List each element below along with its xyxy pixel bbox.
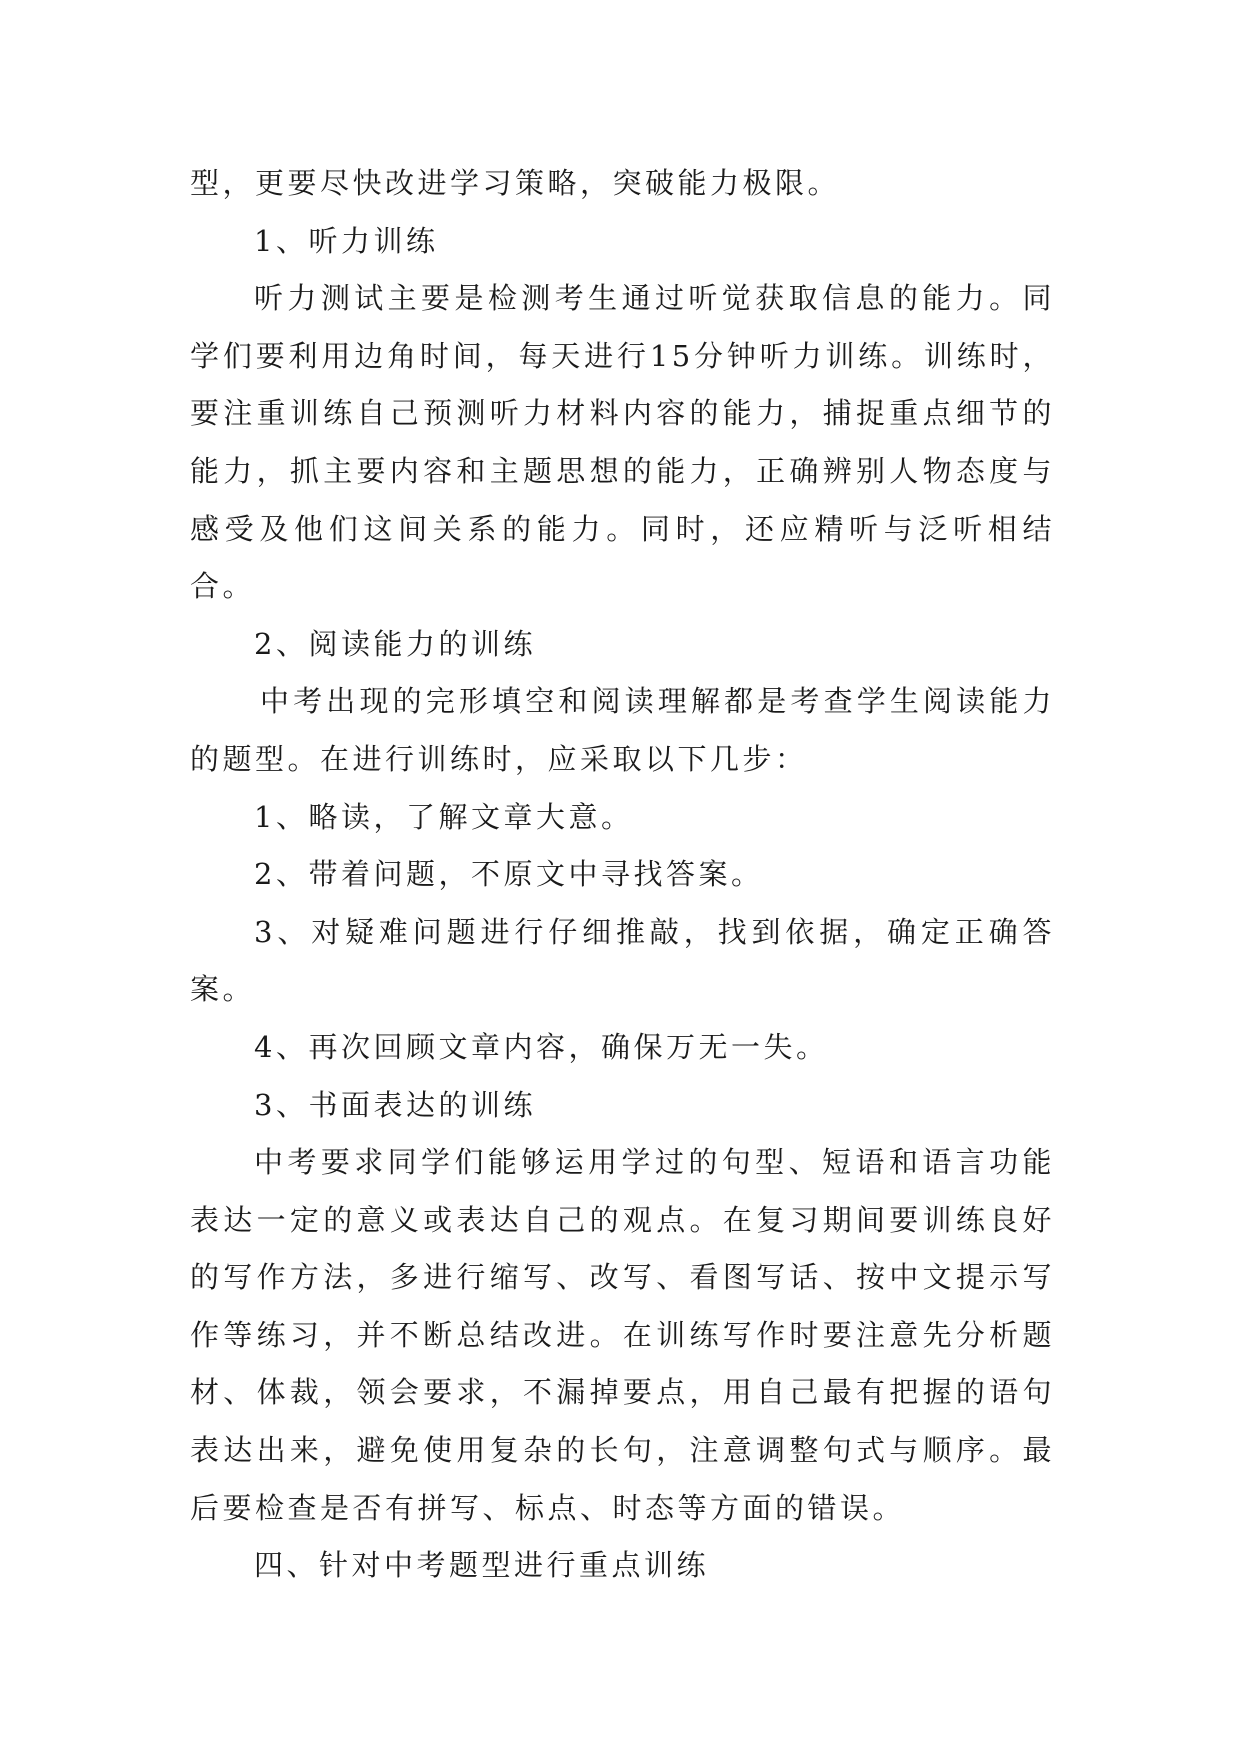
document-body	[190, 155, 1055, 1595]
list-item-step-1: 1、略读，了解文章大意。	[254, 799, 634, 834]
paragraph-reading: 中考出现的完形填空和阅读理解都是考查学生阅读能力的题型。在进行训练时，应采取以下几步：	[190, 684, 1055, 776]
paragraph-continuation: 型，更要尽快改进学习策略，突破能力极限。	[190, 166, 841, 200]
heading-listening-training: 1、听力训练	[254, 223, 439, 258]
list-item-step-3: 3、对疑难问题进行仔细推敲，找到依据，确定正确答案。	[190, 914, 1055, 1007]
paragraph-listening: 听力测试主要是检测考生通过听觉获取信息的能力。同学们要利用边角时间，每天进行15分钟听力训练。训练时，要注重训练自己预测听力材料内容的能力，捕捉重点细节的能力，抓主要内容和主题思想的能力，正确辨别人物态度与感受及他们这间关系的能力。同时，还应精听与泛听相结合。	[190, 281, 1055, 604]
list-item-step-4: 4、再次回顾文章内容，确保万无一失。	[254, 1029, 829, 1064]
heading-reading-training: 2、阅读能力的训练	[254, 626, 536, 661]
heading-section-four: 四、针对中考题型进行重点训练	[254, 1548, 710, 1583]
heading-writing-training: 3、书面表达的训练	[254, 1087, 536, 1122]
list-item-step-2: 2、带着问题，不原文中寻找答案。	[254, 857, 764, 892]
paragraph-writing: 中考要求同学们能够运用学过的句型、短语和语言功能表达一定的意义或表达自己的观点。在复习期间要训练良好的写作方法，多进行缩写、改写、看图写话、按中文提示写作等练习，并不断总结改进。在训练写作时要注意先分析题材、体裁，领会要求，不漏掉要点，用自己最有把握的语句表达出来，避免使用复杂的长句，注意调整句式与顺序。最后要检查是否有拼写、标点、时态等方面的错误。	[190, 1145, 1055, 1525]
